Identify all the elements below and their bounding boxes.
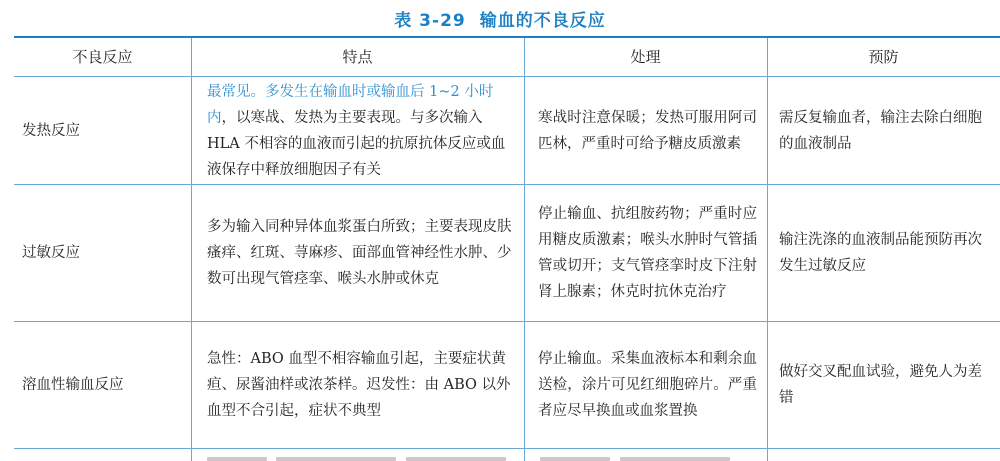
prevention-cell: 输注洗涤的血液制品能预防再次发生过敏反应 bbox=[779, 232, 982, 274]
cut-off-text-fragment bbox=[207, 457, 267, 461]
table-row bbox=[14, 322, 1000, 449]
reaction-cell: 溶血性输血反应 bbox=[22, 377, 124, 393]
features-text bbox=[207, 79, 516, 183]
header-prevention: 预防 bbox=[868, 48, 899, 66]
column-divider bbox=[524, 38, 525, 461]
treatment-cell: 停止输血。采集血液标本和剩余血送检，涂片可见红细胞碎片。严重者应尽早换血或血浆置换 bbox=[538, 351, 757, 419]
features-cell: 多为输入同种异体血浆蛋白所致；主要表现皮肤瘙痒、红斑、荨麻疹、面部血管神经性水肿、少数可出现气管痉挛、喉头水肿或休克 bbox=[207, 219, 512, 287]
reaction-cell: 发热反应 bbox=[22, 122, 80, 139]
header-features: 特点 bbox=[342, 48, 373, 66]
table-header-row bbox=[14, 38, 1000, 77]
column-divider bbox=[767, 38, 768, 461]
table-number: 表 3-29 bbox=[394, 11, 466, 31]
reaction-cell: 过敏反应 bbox=[22, 245, 80, 261]
adverse-reactions-table bbox=[14, 36, 1000, 461]
table-row bbox=[14, 185, 1000, 322]
cut-off-row bbox=[14, 449, 1000, 461]
cut-off-text-fragment bbox=[540, 457, 610, 461]
cut-off-text-fragment bbox=[276, 457, 396, 461]
column-divider bbox=[191, 38, 192, 461]
features-highlight: 最常见。多发生在输血时或输血后 1~2 小时内 bbox=[207, 83, 494, 126]
features-cell bbox=[191, 77, 524, 184]
features-cell: 急性：ABO 血型不相容输血引起，主要症状黄疸、尿酱油样或浓茶样。迟发性：由 ABO 以外血型不合引起，症状不典型 bbox=[207, 351, 511, 419]
cut-off-text-fragment bbox=[406, 457, 506, 461]
table-row bbox=[14, 77, 1000, 185]
prevention-cell: 需反复输血者，输注去除白细胞的血液制品 bbox=[779, 109, 982, 152]
treatment-cell: 寒战时注意保暖；发热可服用阿司匹林，严重时可给予糖皮质激素 bbox=[538, 109, 757, 152]
header-treatment: 处理 bbox=[630, 48, 661, 66]
features-rest: ，以寒战、发热为主要表现。与多次输入 HLA 不相容的血液而引起的抗原抗体反应或血液保存中释放细胞因子有关 bbox=[207, 109, 506, 178]
header-reaction: 不良反应 bbox=[72, 48, 133, 66]
treatment-cell: 停止输血、抗组胺药物；严重时应用糖皮质激素；喉头水肿时气管插管或切开；支气管痉挛时皮下注射肾上腺素；休克时抗休克治疗 bbox=[538, 206, 757, 300]
table-caption bbox=[0, 6, 1000, 31]
prevention-cell: 做好交叉配血试验，避免人为差错 bbox=[779, 364, 982, 406]
cut-off-text-fragment bbox=[620, 457, 730, 461]
table-title: 输血的不良反应 bbox=[479, 11, 606, 31]
